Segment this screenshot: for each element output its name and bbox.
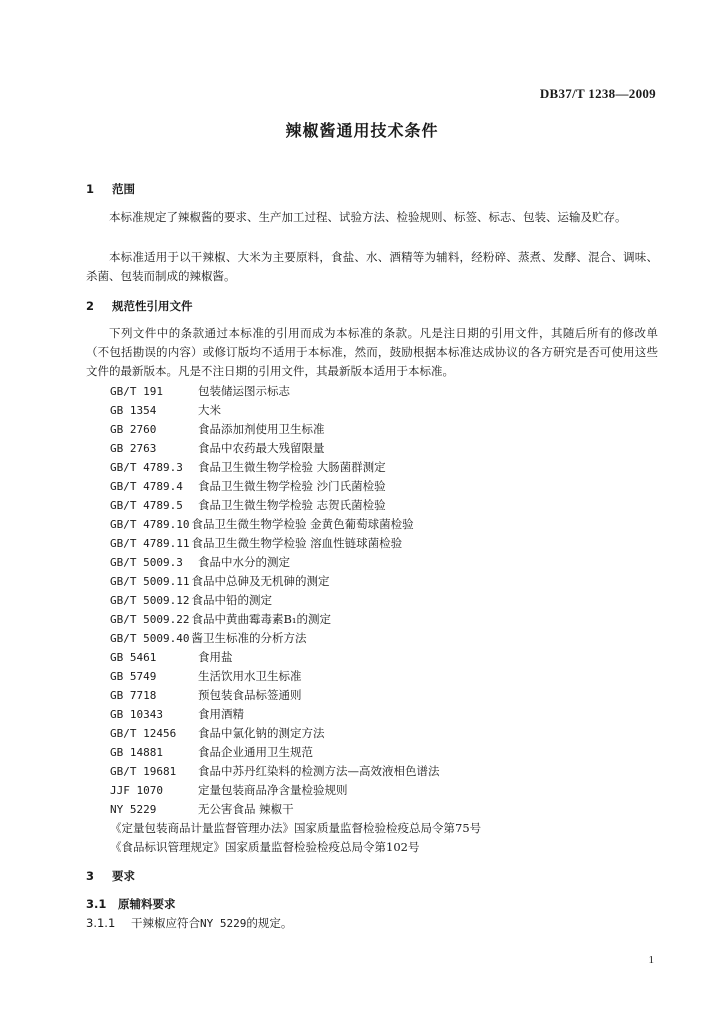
reference-title: 食品中水分的测定: [198, 555, 290, 569]
section-title: 要求: [112, 869, 135, 883]
reference-code: GB 7718: [110, 689, 157, 702]
reference-item: [110, 477, 481, 496]
reference-title: 《定量包装商品计量监督管理办法》国家质量监督检验检疫总局令第75号: [110, 821, 482, 835]
reference-item: [110, 534, 481, 553]
reference-code: GB/T 12456: [110, 727, 177, 740]
reference-item: [110, 439, 481, 458]
reference-title: 食用酒精: [198, 707, 244, 721]
reference-title: 食品中铅的测定: [191, 593, 272, 607]
reference-title: 包装储运图示标志: [198, 384, 290, 398]
reference-title: 食品卫生微生物学检验 溶血性链球菌检验: [191, 536, 403, 550]
reference-code: GB/T 5009.40: [110, 632, 190, 645]
reference-item: [110, 667, 481, 686]
reference-title: 食品卫生微生物学检验 志贺氏菌检验: [198, 498, 386, 512]
reference-title: 食品中氯化钠的测定方法: [198, 726, 325, 740]
section-2-heading: [86, 298, 193, 314]
reference-code: JJF 1070: [110, 784, 163, 797]
scope-paragraph-1: 本标准规定了辣椒酱的要求、生产加工过程、试验方法、检验规则、标签、标志、包装、运输及贮存。: [109, 210, 627, 224]
reference-code: GB/T 4789.11: [110, 537, 190, 550]
reference-item: [110, 420, 481, 439]
reference-item: [110, 762, 481, 781]
reference-title: 食品中农药最大残留限量: [198, 441, 325, 455]
page-number: 1: [648, 954, 654, 966]
reference-title: 食品卫生微生物学检验 沙门氏菌检验: [198, 479, 386, 493]
scope-paragraph-2: 本标准适用于以干辣椒、大米为主要原料，食盐、水、酒精等为辅料，经粉碎、蒸煮、发酵、混合、调味、杀菌、包装而制成的辣椒酱。: [86, 250, 658, 283]
section-1-heading: [86, 181, 135, 197]
reference-code: GB 2763: [110, 442, 157, 455]
reference-item: [110, 781, 481, 800]
reference-item: [110, 648, 481, 667]
section-number: 3: [86, 869, 95, 883]
reference-title: 食品中黄曲霉毒素B₁的测定: [191, 612, 332, 626]
reference-item: [110, 724, 481, 743]
standard-number: DB37/T 1238—2009: [539, 86, 656, 101]
reference-item: [110, 458, 481, 477]
reference-title: 食品中总砷及无机砷的测定: [191, 574, 330, 588]
reference-title: 食品卫生微生物学检验 大肠菌群测定: [198, 460, 386, 474]
reference-item: [110, 401, 481, 420]
section-number: 3.1: [86, 897, 107, 911]
reference-code: GB 2760: [110, 423, 157, 436]
clause-text-post: 的规定。: [246, 916, 293, 930]
normative-references-paragraph: 下列文件中的条款通过本标准的引用而成为本标准的条款。凡是注日期的引用文件，其随后所有的修改单（不包括勘误的内容）或修订版均不适用于本标准，然而，鼓励根据本标准达成协议的各方研究是否可使用这些文件的最新版本。凡是不注日期的引用文件，其最新版本适用于本标准。: [86, 326, 658, 378]
reference-code: GB/T 191: [110, 385, 163, 398]
reference-code: GB 5461: [110, 651, 157, 664]
reference-code: GB/T 5009.22: [110, 613, 190, 626]
reference-code: GB/T 5009.3: [110, 556, 183, 569]
reference-code: GB 10343: [110, 708, 163, 721]
section-title: 原辅料要求: [118, 897, 176, 911]
reference-item: [110, 838, 481, 857]
reference-title: 生活饮用水卫生标准: [198, 669, 302, 683]
reference-title: 食品添加剂使用卫生标准: [198, 422, 325, 436]
reference-code: GB/T 5009.11: [110, 575, 190, 588]
clause-number: 3.1.1: [86, 916, 116, 930]
section-3-1-heading: [86, 896, 176, 912]
reference-item: [110, 819, 481, 838]
reference-code: GB/T 4789.4: [110, 480, 183, 493]
reference-title: 食品企业通用卫生规范: [198, 745, 313, 759]
section-number: 1: [86, 182, 95, 196]
reference-title: 预包装食品标签通则: [198, 688, 302, 702]
reference-item: [110, 572, 481, 591]
reference-list: [110, 382, 481, 857]
reference-item: [110, 743, 481, 762]
reference-item: [110, 382, 481, 401]
reference-code: GB 5749: [110, 670, 157, 683]
reference-item: [110, 610, 481, 629]
reference-item: [110, 496, 481, 515]
reference-item: [110, 629, 481, 648]
document-title: 辣椒酱通用技术条件: [285, 121, 439, 140]
reference-title: 定量包装商品净含量检验规则: [198, 783, 348, 797]
reference-code: GB 1354: [110, 404, 157, 417]
section-3-heading: [86, 868, 135, 884]
reference-code: GB 14881: [110, 746, 163, 759]
reference-title: 酱卫生标准的分析方法: [191, 631, 307, 645]
reference-item: [110, 515, 481, 534]
reference-code: GB/T 4789.10: [110, 518, 190, 531]
reference-title: 食品中苏丹红染料的检测方法—高效液相色谱法: [198, 764, 440, 778]
reference-code: NY 5229: [110, 803, 157, 816]
reference-item: [110, 705, 481, 724]
clause-3-1-1: [86, 915, 292, 931]
section-title: 规范性引用文件: [112, 299, 193, 313]
reference-code: GB/T 5009.12: [110, 594, 190, 607]
reference-code: GB/T 4789.3: [110, 461, 183, 474]
reference-title: 无公害食品 辣椒干: [198, 802, 294, 816]
section-number: 2: [86, 299, 95, 313]
reference-item: [110, 800, 481, 819]
reference-code: GB/T 19681: [110, 765, 177, 778]
reference-code: GB/T 4789.5: [110, 499, 183, 512]
reference-title: 食品卫生微生物学检验 金黄色葡萄球菌检验: [191, 517, 414, 531]
reference-title: 食用盐: [198, 650, 233, 664]
reference-item: [110, 591, 481, 610]
reference-title: 《食品标识管理规定》国家质量监督检验检疫总局令第102号: [110, 840, 420, 854]
reference-title: 大米: [198, 403, 221, 417]
reference-item: [110, 553, 481, 572]
reference-item: [110, 686, 481, 705]
clause-code: NY 5229: [200, 917, 247, 930]
clause-text-pre: 干辣椒应符合: [131, 916, 200, 930]
section-title: 范围: [112, 182, 135, 196]
